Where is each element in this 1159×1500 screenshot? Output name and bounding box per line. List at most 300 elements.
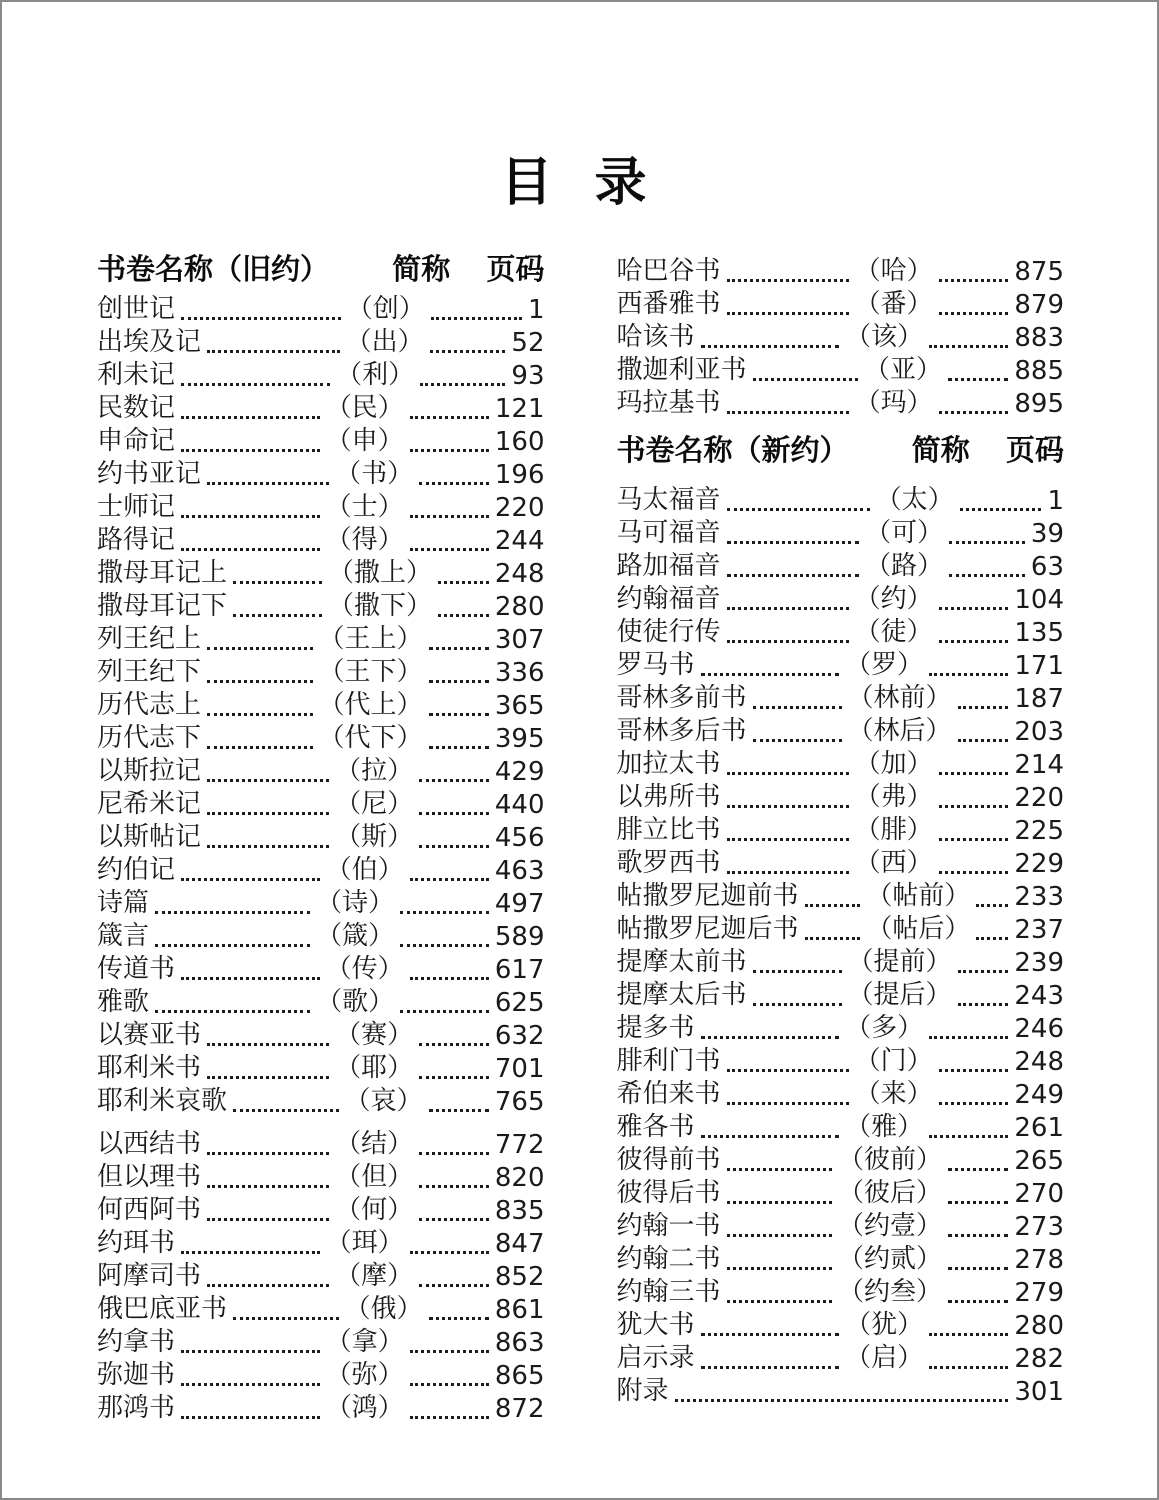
book-name: 雅各书: [616, 1112, 695, 1143]
book-abbreviation: （结）: [335, 1129, 414, 1160]
dot-leader: [929, 1333, 1008, 1336]
book-name: 马太福音: [616, 485, 721, 516]
book-abbreviation: （珥）: [325, 1228, 404, 1259]
book-name: 历代志上: [97, 690, 202, 721]
book-abbreviation: （来）: [854, 1079, 933, 1110]
dot-leader: [419, 812, 489, 815]
page-number: 701: [494, 1054, 545, 1085]
dot-leader: [233, 1317, 339, 1320]
dot-leader: [207, 1076, 329, 1079]
dot-leader: [958, 739, 1009, 742]
dot-leader: [960, 508, 1042, 511]
dot-leader: [929, 345, 1008, 348]
dot-leader: [727, 411, 849, 414]
book-name: 约翰一书: [616, 1211, 721, 1242]
book-abbreviation: （番）: [854, 289, 933, 320]
book-name: 士师记: [97, 492, 176, 523]
dot-leader: [181, 416, 320, 419]
book-abbreviation: （多）: [845, 1013, 924, 1044]
toc-row: [617, 1341, 1065, 1374]
dot-leader: [181, 449, 320, 452]
page-number: 885: [1014, 356, 1064, 387]
dot-leader: [181, 977, 320, 980]
book-name: 俄巴底亚书: [97, 1294, 228, 1325]
dot-leader: [438, 581, 489, 584]
dot-leader: [948, 1267, 1008, 1270]
book-abbreviation: （创）: [346, 294, 425, 325]
dot-leader: [753, 378, 859, 381]
dot-leader: [727, 541, 860, 544]
dot-leader: [727, 1201, 833, 1204]
dot-leader: [400, 1010, 489, 1013]
book-name: 马可福音: [616, 518, 721, 549]
dot-leader: [429, 746, 489, 749]
book-name: 启示录: [616, 1343, 695, 1374]
book-abbreviation: （约叁）: [838, 1277, 943, 1308]
book-name: 民数记: [97, 393, 176, 424]
book-name: 雅歌: [97, 987, 150, 1018]
page-number: 214: [1014, 750, 1064, 781]
dot-leader: [207, 350, 340, 353]
page-number: 39: [1030, 519, 1064, 550]
dot-leader: [181, 548, 320, 551]
dot-leader: [207, 746, 313, 749]
page-number: 429: [494, 757, 545, 788]
dot-leader: [207, 779, 329, 782]
dot-leader: [207, 1152, 329, 1155]
book-name: 哥林多前书: [616, 683, 747, 714]
dot-leader: [675, 1399, 1009, 1402]
dot-leader: [410, 416, 489, 419]
dot-leader: [410, 878, 489, 881]
dot-leader: [419, 1284, 489, 1287]
page-number: 589: [494, 922, 545, 953]
book-name: 腓利门书: [616, 1046, 721, 1077]
book-name: 但以理书: [97, 1162, 202, 1193]
dot-leader: [701, 345, 840, 348]
book-abbreviation: （摩）: [335, 1261, 414, 1292]
dot-leader: [929, 1366, 1008, 1369]
dot-leader: [805, 904, 861, 907]
dot-leader: [419, 1043, 489, 1046]
dot-leader: [207, 713, 313, 716]
book-abbreviation: （箴）: [316, 921, 395, 952]
book-abbreviation: （加）: [854, 749, 933, 780]
toc-row: [97, 1391, 545, 1424]
book-name: 歌罗西书: [616, 848, 721, 879]
book-name: 约珥书: [97, 1228, 176, 1259]
dot-leader: [939, 312, 1009, 315]
page-number: 861: [494, 1295, 545, 1326]
dot-leader: [155, 1010, 310, 1013]
page-number: 863: [494, 1328, 545, 1359]
book-name: 利未记: [97, 360, 176, 391]
page-number: 632: [494, 1021, 545, 1052]
dot-leader: [976, 904, 1008, 907]
dot-leader: [753, 970, 842, 973]
book-abbreviation: （但）: [335, 1162, 414, 1193]
book-name: 使徒行传: [616, 617, 721, 648]
page-number: 233: [1014, 882, 1064, 913]
page-number: 249: [1014, 1080, 1064, 1111]
book-name: 约伯记: [97, 855, 176, 886]
dot-leader: [181, 878, 320, 881]
dot-leader: [727, 508, 870, 511]
dot-leader: [420, 383, 505, 386]
dot-leader: [431, 317, 522, 320]
dot-leader: [753, 739, 842, 742]
book-name: 箴言: [97, 921, 150, 952]
dot-leader: [939, 607, 1009, 610]
book-abbreviation: （申）: [325, 426, 404, 457]
book-abbreviation: （约）: [854, 584, 933, 615]
page-number: 456: [494, 823, 545, 854]
page-number: 246: [1014, 1014, 1064, 1045]
dot-leader: [233, 581, 322, 584]
dot-leader: [429, 713, 489, 716]
dot-leader: [207, 680, 313, 683]
dot-leader: [207, 1185, 329, 1188]
book-abbreviation: （拉）: [335, 756, 414, 787]
dot-leader: [181, 1350, 320, 1353]
book-name: 哥林多后书: [616, 716, 747, 747]
dot-leader: [939, 805, 1009, 808]
dot-leader: [948, 1201, 1008, 1204]
page-number: 395: [494, 724, 545, 755]
page-number: 187: [1014, 684, 1064, 715]
book-name: 弥迦书: [97, 1360, 176, 1391]
page-number: 63: [1030, 552, 1064, 583]
dot-leader: [181, 1251, 320, 1254]
page-number: 171: [1014, 651, 1064, 682]
page-title: 目 录: [500, 152, 659, 213]
dot-leader: [727, 871, 849, 874]
page-number: 1: [527, 295, 545, 326]
dot-leader: [929, 673, 1008, 676]
book-abbreviation: （该）: [845, 322, 924, 353]
dot-leader: [753, 706, 842, 709]
page-number: 282: [1014, 1344, 1064, 1375]
page-number: 196: [494, 460, 545, 491]
page-number: 52: [511, 328, 545, 359]
page-number: 104: [1014, 585, 1064, 616]
dot-leader: [181, 1416, 320, 1419]
book-abbreviation: （亚）: [864, 355, 943, 386]
book-name: 犹大书: [616, 1310, 695, 1341]
dot-leader: [410, 1383, 489, 1386]
dot-leader: [429, 1109, 489, 1112]
page-number: 220: [1014, 783, 1064, 814]
book-abbreviation: （俄）: [344, 1294, 423, 1325]
dot-leader: [948, 378, 1008, 381]
book-abbreviation: （弥）: [325, 1360, 404, 1391]
page-number: 440: [494, 790, 545, 821]
book-abbreviation: （得）: [325, 525, 404, 556]
book-name: 约翰三书: [616, 1277, 721, 1308]
book-abbreviation: （何）: [335, 1195, 414, 1226]
dot-leader: [430, 350, 506, 353]
dot-leader: [805, 937, 861, 940]
page-number: 307: [494, 625, 545, 656]
book-abbreviation: （哈）: [854, 256, 933, 287]
dot-leader: [701, 673, 840, 676]
section-header: [97, 254, 545, 288]
dot-leader: [419, 1185, 489, 1188]
dot-leader: [410, 1251, 489, 1254]
book-name: 帖撒罗尼迦前书: [616, 881, 799, 912]
page-number: 772: [494, 1130, 545, 1161]
dot-leader: [181, 1383, 320, 1386]
book-abbreviation: （王上）: [318, 624, 423, 655]
page-number: 280: [1014, 1311, 1064, 1342]
book-abbreviation: （启）: [845, 1343, 924, 1374]
book-abbreviation: （出）: [345, 327, 424, 358]
page-number: 225: [1014, 816, 1064, 847]
dot-leader: [727, 1168, 833, 1171]
dot-leader: [429, 680, 489, 683]
book-name: 历代志下: [97, 723, 202, 754]
page-number: 820: [494, 1163, 545, 1194]
page-number: 497: [494, 889, 545, 920]
dot-leader: [410, 548, 489, 551]
page-number: 835: [494, 1196, 545, 1227]
dot-leader: [727, 279, 849, 282]
section-header-abbr-label: 简称: [392, 252, 451, 287]
book-abbreviation: （歌）: [316, 987, 395, 1018]
dot-leader: [155, 911, 310, 914]
book-abbreviation: （撒上）: [328, 558, 433, 589]
dot-leader: [727, 838, 849, 841]
dot-leader: [207, 647, 313, 650]
dot-leader: [701, 1135, 840, 1138]
book-name: 以斯帖记: [97, 822, 202, 853]
dot-leader: [948, 1300, 1008, 1303]
section-header-abbr-label: 简称: [911, 433, 970, 468]
dot-leader: [958, 1003, 1009, 1006]
dot-leader: [949, 541, 1025, 544]
book-name: 以赛亚书: [97, 1020, 202, 1051]
book-abbreviation: （赛）: [335, 1020, 414, 1051]
book-abbreviation: （门）: [854, 1046, 933, 1077]
dot-leader: [939, 871, 1009, 874]
page-number: 463: [494, 856, 545, 887]
page-number: 248: [1014, 1047, 1064, 1078]
dot-leader: [207, 845, 329, 848]
dot-leader: [419, 845, 489, 848]
book-name: 提多书: [616, 1013, 695, 1044]
dot-leader: [939, 1102, 1009, 1105]
book-abbreviation: （提后）: [847, 980, 952, 1011]
book-abbreviation: （路）: [865, 551, 944, 582]
book-name: 以弗所书: [616, 782, 721, 813]
page-number: 237: [1014, 915, 1064, 946]
section-header-title: 书卷名称（新约）: [616, 433, 849, 468]
toc-column-left: [97, 254, 545, 1424]
dot-leader: [727, 640, 849, 643]
dot-leader: [929, 1135, 1008, 1138]
dot-leader: [939, 279, 1009, 282]
dot-leader: [181, 317, 341, 320]
dot-leader: [207, 482, 329, 485]
page-number: 895: [1014, 389, 1064, 420]
dot-leader: [410, 1416, 489, 1419]
book-name: 腓立比书: [616, 815, 721, 846]
page-number: 121: [494, 394, 545, 425]
page-number: 875: [1014, 257, 1064, 288]
dot-leader: [207, 1043, 329, 1046]
dot-leader: [727, 312, 849, 315]
book-abbreviation: （代上）: [318, 690, 423, 721]
dot-leader: [948, 1168, 1008, 1171]
page-number: 239: [1014, 948, 1064, 979]
book-abbreviation: （可）: [865, 518, 944, 549]
book-name: 列王纪上: [97, 624, 202, 655]
dot-leader: [419, 1218, 489, 1221]
book-abbreviation: （弗）: [854, 782, 933, 813]
book-abbreviation: （腓）: [854, 815, 933, 846]
dot-leader: [181, 383, 330, 386]
dot-leader: [207, 812, 329, 815]
page-number: 852: [494, 1262, 545, 1293]
page-number: 879: [1014, 290, 1064, 321]
dot-leader: [958, 970, 1009, 973]
dot-leader: [958, 706, 1009, 709]
dot-leader: [410, 977, 489, 980]
book-name: 耶利米书: [97, 1053, 202, 1084]
page-number: 336: [494, 658, 545, 689]
toc-columns: [97, 254, 1064, 1424]
page-number: 229: [1014, 849, 1064, 880]
book-name: 罗马书: [616, 650, 695, 681]
dot-leader: [727, 772, 849, 775]
dot-leader: [701, 1036, 840, 1039]
book-name: 创世记: [97, 294, 176, 325]
book-name: 约书亚记: [97, 459, 202, 490]
dot-leader: [727, 805, 849, 808]
dot-leader: [419, 482, 489, 485]
book-name: 申命记: [97, 426, 176, 457]
dot-leader: [727, 1234, 833, 1237]
book-abbreviation: （拿）: [325, 1327, 404, 1358]
book-name: 约翰二书: [616, 1244, 721, 1275]
book-name: 诗篇: [97, 888, 150, 919]
book-name: 列王纪下: [97, 657, 202, 688]
book-name: 加拉太书: [616, 749, 721, 780]
book-name: 撒迦利亚书: [616, 355, 747, 386]
book-name: 撒母耳记下: [97, 591, 228, 622]
book-abbreviation: （罗）: [845, 650, 924, 681]
page-number: 261: [1014, 1113, 1064, 1144]
dot-leader: [939, 1069, 1009, 1072]
dot-leader: [727, 1300, 833, 1303]
dot-leader: [939, 772, 1009, 775]
book-abbreviation: （林后）: [847, 716, 952, 747]
dot-leader: [727, 574, 860, 577]
dot-leader: [429, 1317, 489, 1320]
book-abbreviation: （帖后）: [866, 914, 971, 945]
book-abbreviation: （太）: [875, 485, 954, 516]
section-header-title: 书卷名称（旧约）: [97, 252, 330, 287]
dot-leader: [410, 515, 489, 518]
book-abbreviation: （玛）: [854, 388, 933, 419]
dot-leader: [233, 1109, 339, 1112]
book-name: 以斯拉记: [97, 756, 202, 787]
page-number: 279: [1014, 1278, 1064, 1309]
book-name: 撒母耳记上: [97, 558, 228, 589]
book-name: 路加福音: [616, 551, 721, 582]
dot-leader: [429, 647, 489, 650]
book-name: 以西结书: [97, 1129, 202, 1160]
page-number: 1: [1047, 486, 1064, 517]
dot-leader: [939, 838, 1009, 841]
book-abbreviation: （斯）: [335, 822, 414, 853]
book-name: 提摩太后书: [616, 980, 747, 1011]
book-abbreviation: （民）: [325, 393, 404, 424]
page-number: 243: [1014, 981, 1064, 1012]
toc-row: [97, 1084, 545, 1117]
page-number: 280: [494, 592, 545, 623]
page-number: 265: [1014, 1146, 1064, 1177]
dot-leader: [727, 1069, 849, 1072]
book-name: 哈该书: [616, 322, 695, 353]
dot-leader: [419, 1152, 489, 1155]
book-abbreviation: （撒下）: [328, 591, 433, 622]
book-abbreviation: （帖前）: [866, 881, 971, 912]
book-name: 约翰福音: [616, 584, 721, 615]
dot-leader: [939, 411, 1009, 414]
book-abbreviation: （林前）: [847, 683, 952, 714]
dot-leader: [438, 614, 489, 617]
dot-leader: [948, 1234, 1008, 1237]
book-name: 尼希米记: [97, 789, 202, 820]
page-number: 872: [494, 1394, 545, 1425]
page-number: 365: [494, 691, 545, 722]
toc-row: [617, 386, 1065, 419]
dot-leader: [233, 614, 322, 617]
dot-leader: [727, 1267, 833, 1270]
book-name: 玛拉基书: [616, 388, 721, 419]
dot-leader: [753, 1003, 842, 1006]
book-abbreviation: （代下）: [318, 723, 423, 754]
book-name: 出埃及记: [97, 327, 202, 358]
book-name: 哈巴谷书: [616, 256, 721, 287]
book-name: 彼得后书: [616, 1178, 721, 1209]
section-header-page-label: 页码: [486, 252, 545, 287]
dot-leader: [181, 515, 320, 518]
book-name: 路得记: [97, 525, 176, 556]
page-number: 244: [494, 526, 545, 557]
dot-leader: [727, 1102, 849, 1105]
book-abbreviation: （彼后）: [838, 1178, 943, 1209]
dot-leader: [207, 1218, 329, 1221]
dot-leader: [207, 1284, 329, 1287]
book-abbreviation: （鸿）: [325, 1393, 404, 1424]
dot-leader: [410, 1350, 489, 1353]
page-number: 135: [1014, 618, 1064, 649]
page-number: 625: [494, 988, 545, 1019]
page-number: 865: [494, 1361, 545, 1392]
book-abbreviation: （雅）: [845, 1112, 924, 1143]
book-name: 附录: [616, 1376, 669, 1407]
book-abbreviation: （西）: [854, 848, 933, 879]
book-name: 西番雅书: [616, 289, 721, 320]
dot-leader: [410, 449, 489, 452]
book-abbreviation: （书）: [335, 459, 414, 490]
page-number: 278: [1014, 1245, 1064, 1276]
dot-leader: [939, 640, 1009, 643]
page-number: 617: [494, 955, 545, 986]
dot-leader: [976, 937, 1008, 940]
